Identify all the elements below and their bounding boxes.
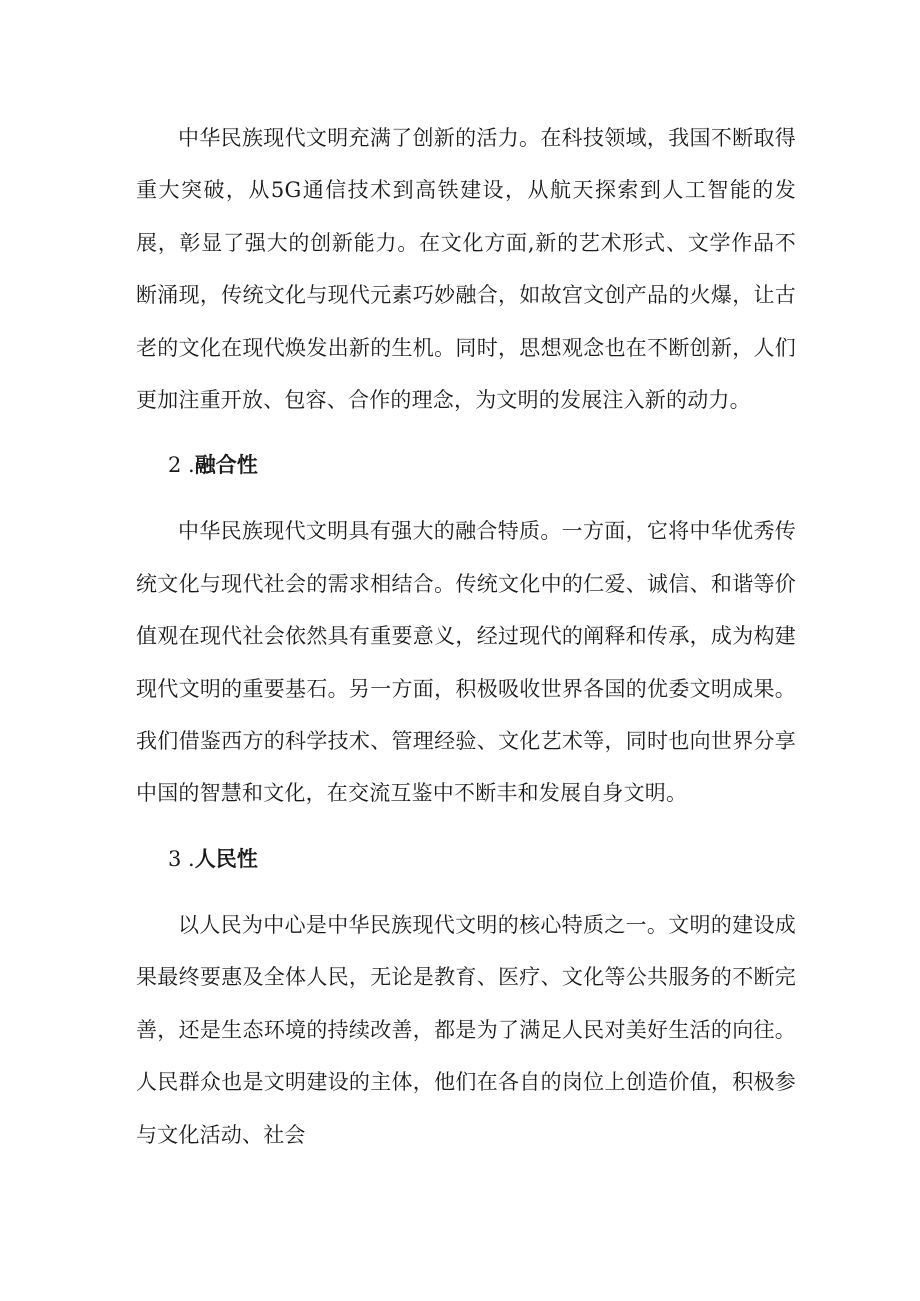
document-page <box>136 112 796 1161</box>
section-heading-fusion <box>136 439 796 491</box>
paragraph-people: 以人民为中心是中华民族现代文明的核心特质之一。文明的建设成果最终要惠及全体人民，无论是教育、医疗、文化等公共服务的不断完善，还是生态环境的持续改善，都是为了满足人民对美好生活的向往。人民群众也是文明建设的主体，他们在各自的岗位上创造价值，积极参与文化活动、社会 <box>136 912 796 1147</box>
paragraph-innovation: 中华民族现代文明充满了创新的活力。在科技领域，我国不断取得重大突破，从5G通信技术到高铁建设，从航天探索到人工智能的发展，彰显了强大的创新能力。在文化方面,新的艺术形式、文学作品不断涌现，传统文化与现代元素巧妙融合，如故宫文创产品的火爆，让古老的文化在现代焕发出新的生机。同时，思想观念也在不断创新，人们更加注重开放、包容、合作的理念，为文明的发展注入新的动力。 <box>136 126 796 413</box>
paragraph-fusion: 中华民族现代文明具有强大的融合特质。一方面，它将中华优秀传统文化与现代社会的需求相结合。传统文化中的仁爱、诚信、和谐等价值观在现代社会依然具有重要意义，经过现代的阐释和传承，成为构建现代文明的重要基石。另一方面，积极吸收世界各国的优委文明成果。我们借鉴西方的科学技术、管理经验、文化艺术等，同时也向世界分享中国的智慧和文化，在交流互鉴中不断丰和发展自身文明。 <box>136 519 796 806</box>
section-title: 人民性 <box>194 845 258 871</box>
section-heading-people <box>136 833 796 885</box>
section-number: 2 . <box>168 453 195 478</box>
section-title: 融合性 <box>194 452 258 478</box>
section-number: 3 . <box>168 846 195 871</box>
